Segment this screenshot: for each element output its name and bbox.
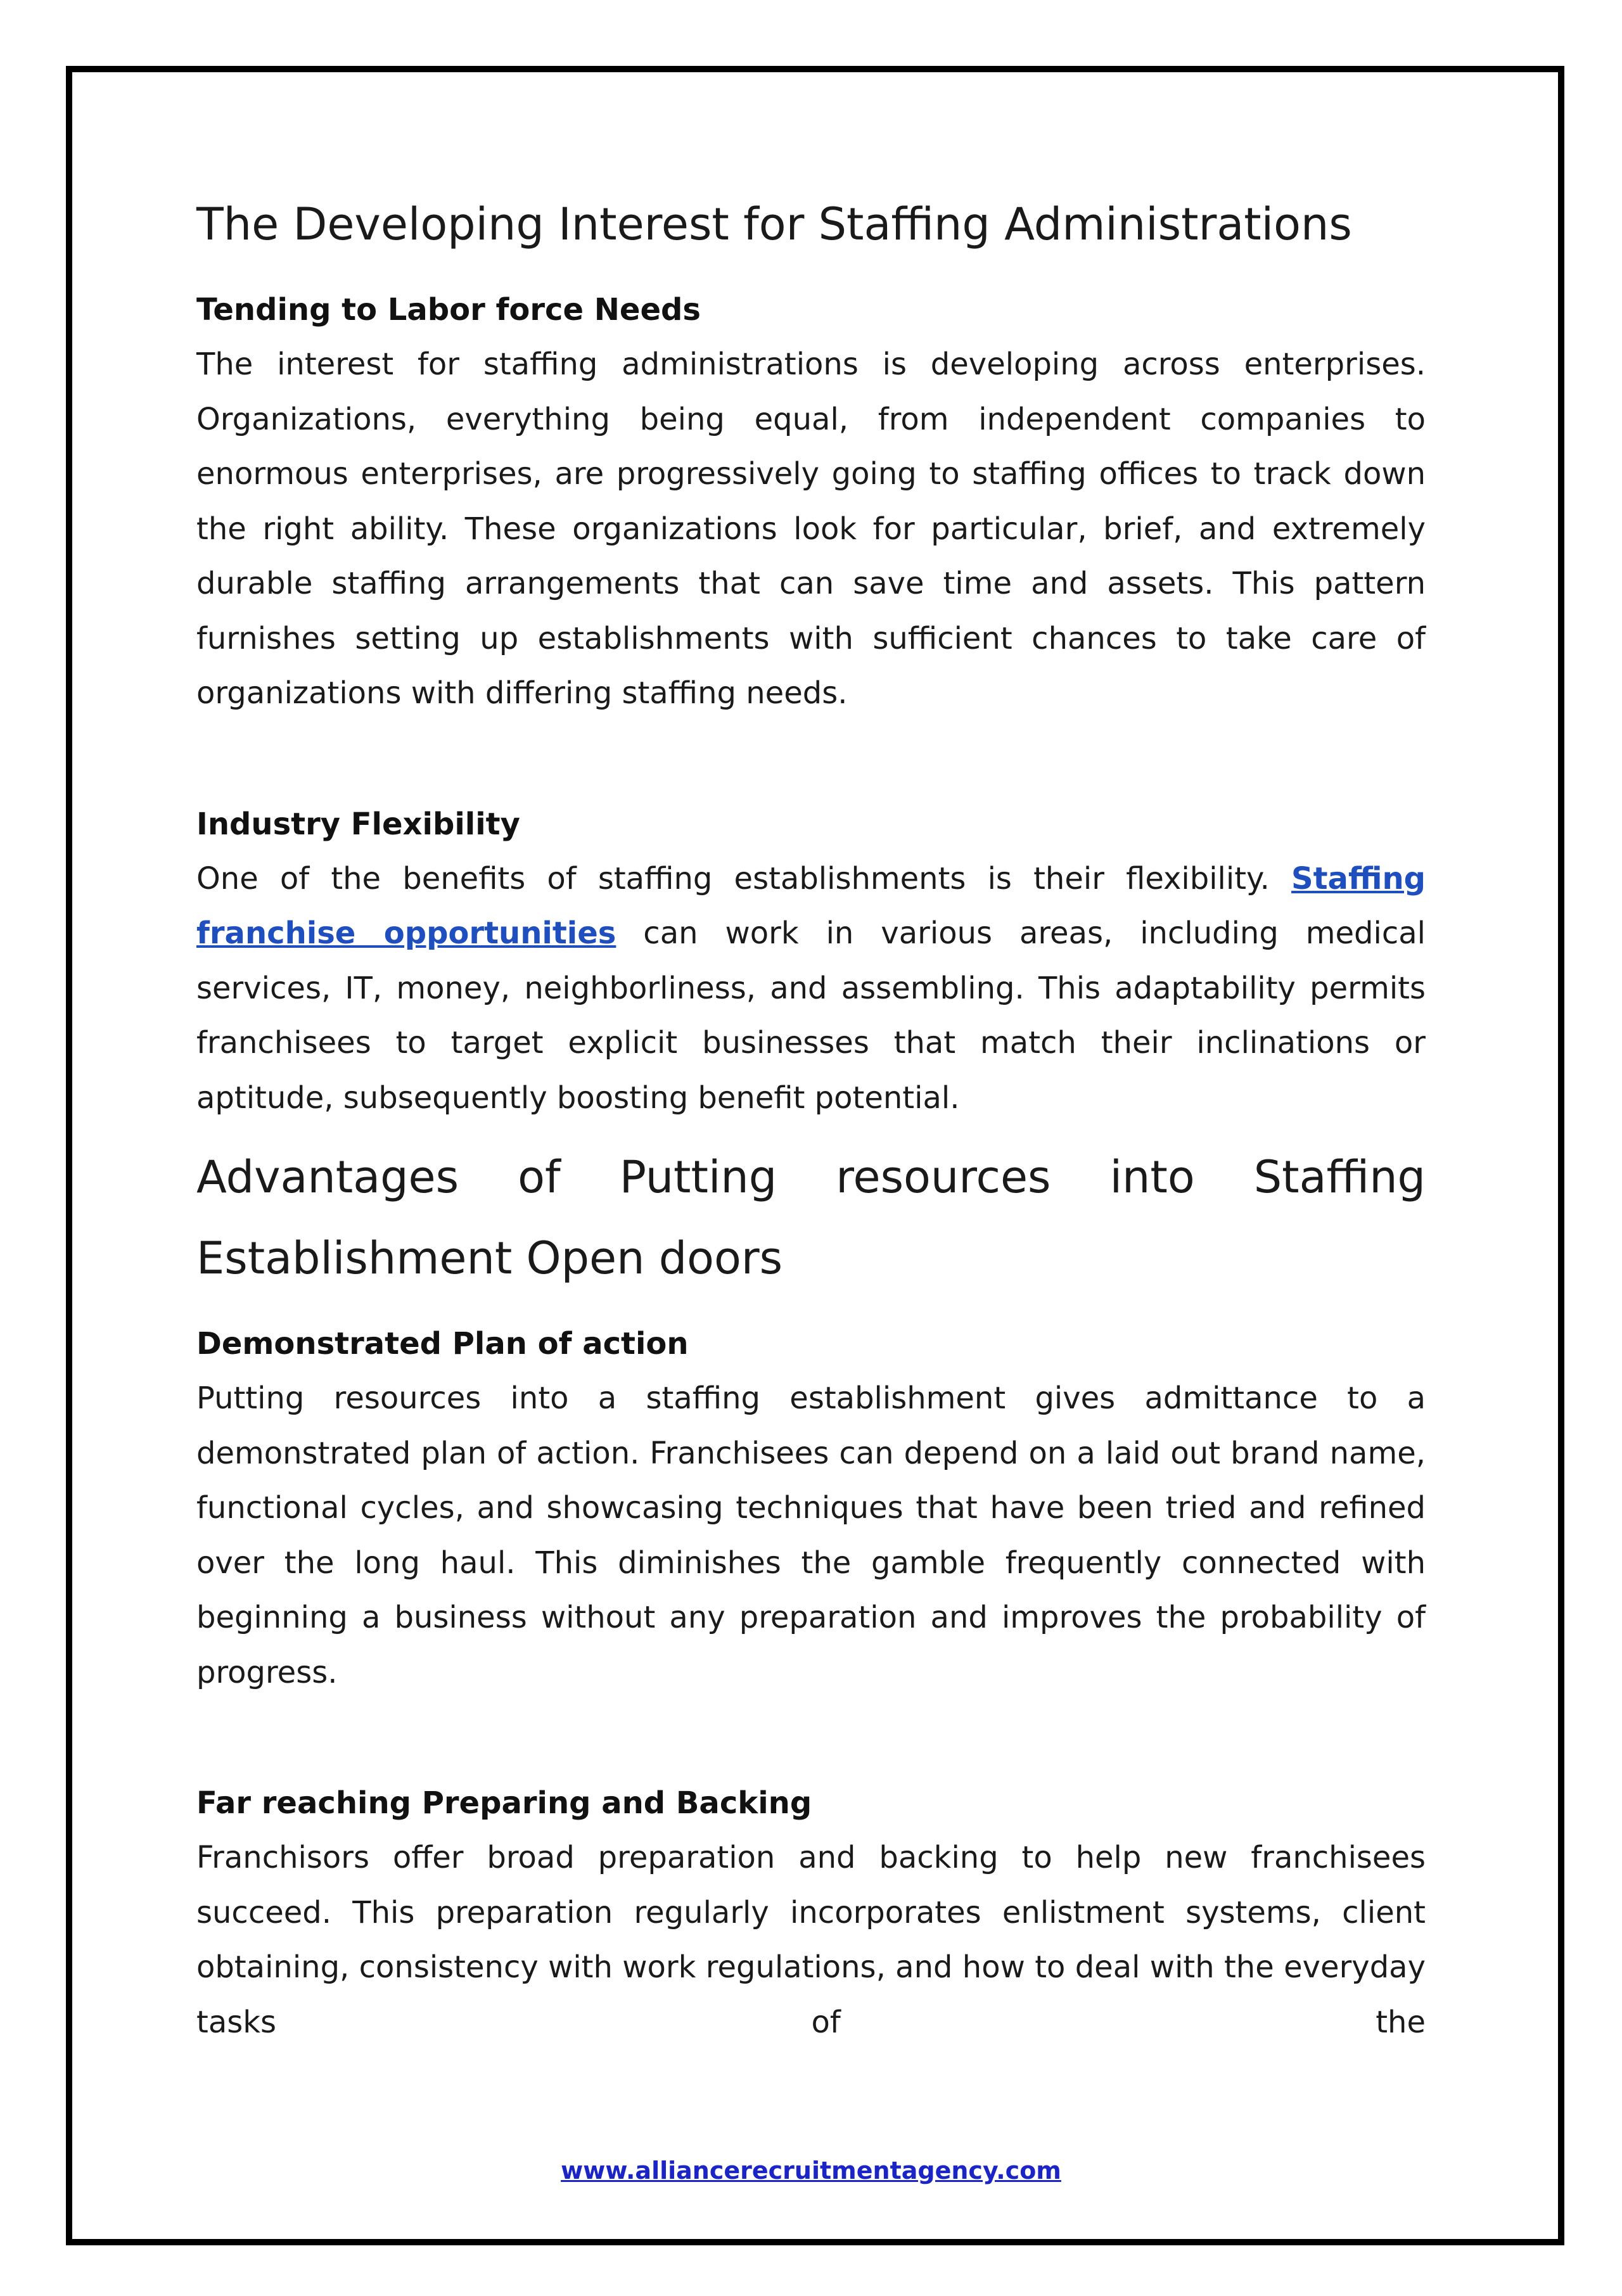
footer-website-link[interactable]: www.alliancerecruitmentagency.com — [561, 2157, 1061, 2184]
paragraph-text-before-link: One of the benefits of staffing establishments is their flexibility. — [196, 860, 1292, 896]
document-content — [196, 184, 1426, 2050]
paragraph-labor-force-needs: The interest for staffing administrations is developing across enterprises. Organizations, everything being equal, from independent companies to enormous enterprises, are progressively going to staffing offices to track down the right ability. These organizations look for particular, brief, and extremely durable staffing arrangements that can save time and assets. This pattern furnishes setting up establishments with sufficient chances to take care of organizations with differing staffing needs. — [196, 347, 1426, 711]
staffing-franchise-link[interactable]: Staffing franchise opportunities — [196, 860, 1426, 951]
subheading-preparing-backing: Far reaching Preparing and Backing — [196, 1785, 812, 1821]
subheading-labor-force-needs: Tending to Labor force Needs — [196, 292, 701, 328]
subheading-demonstrated-plan: Demonstrated Plan of action — [196, 1326, 689, 1362]
footer — [0, 2157, 1622, 2184]
section-title-advantages: Advantages of Putting resources into Staffing Establishment Open doors — [196, 1151, 1426, 1284]
subheading-industry-flexibility: Industry Flexibility — [196, 806, 520, 842]
paragraph-demonstrated-plan: Putting resources into a staffing establishment gives admittance to a demonstrated plan of action. Franchisees can depend on a laid out brand name, functional cycles, and showcasing techniques that have been tried and refined over the long haul. This diminishes the gamble frequently connected with beginning a business without any preparation and improves the probability of progress. — [196, 1381, 1426, 1690]
section-title-developing-interest: The Developing Interest for Staffing Administrations — [196, 198, 1352, 250]
paragraph-preparing-backing: Franchisors offer broad preparation and backing to help new franchisees succeed. This preparation regularly incorporates enlistment systems, client obtaining, consistency with work regulations, and how to deal with the everyday tasks of the — [196, 1840, 1426, 2040]
paragraph-industry-flexibility — [196, 851, 1426, 1126]
paragraph-text-after-link: can work in various areas, including medical services, IT, money, neighborliness, and assembling. This adaptability permits franchisees to target explicit businesses that match their inclinations or aptitude, subsequently boosting benefit potential. — [196, 915, 1426, 1116]
